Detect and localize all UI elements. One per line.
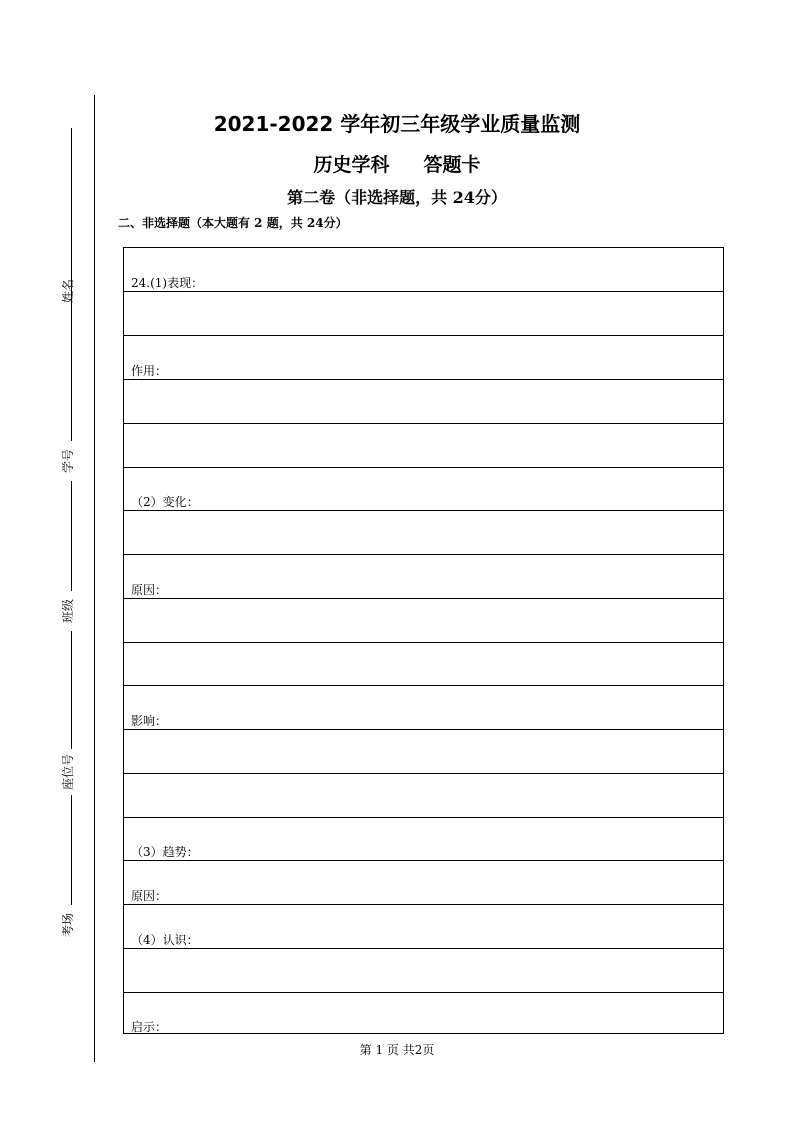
row-divider <box>124 642 723 643</box>
student-id-field-label <box>61 441 76 481</box>
class-line[interactable] <box>63 481 73 591</box>
exam-room-field-label <box>61 905 76 945</box>
row-divider <box>124 817 723 818</box>
row-divider <box>124 554 723 555</box>
seat-label: 座位号 <box>61 753 76 791</box>
row-divider <box>124 685 723 686</box>
subject-name: 历史学科 <box>313 154 390 176</box>
q24-2-reason-label: 原因： <box>131 583 168 597</box>
volume-title: 第二卷（非选择题，共 24分） <box>287 188 507 207</box>
row-divider <box>124 423 723 424</box>
name-label: 姓名 <box>61 278 76 304</box>
row-divider <box>124 379 723 380</box>
row-divider <box>124 467 723 468</box>
q24-3-reason-label: 原因： <box>131 889 168 903</box>
row-divider <box>124 992 723 993</box>
row-divider <box>124 860 723 861</box>
seat-field-label <box>61 749 76 795</box>
q24-3-trend-label: （3）趋势： <box>131 845 199 859</box>
q24-2-impact-label: 影响： <box>131 714 168 728</box>
q24-1-performance-label: 24.(1)表现： <box>131 276 204 290</box>
row-divider <box>124 948 723 949</box>
row-divider <box>124 335 723 336</box>
row-divider <box>124 773 723 774</box>
q24-4-inspiration-label: 启示： <box>131 1020 168 1034</box>
row-divider <box>124 598 723 599</box>
exam-room-label: 考场 <box>61 912 76 938</box>
row-divider <box>124 510 723 511</box>
section-heading: 二、非选择题（本大题有 2 题，共 24分） <box>118 216 348 230</box>
student-id-line[interactable] <box>63 311 73 441</box>
q24-2-change-label: （2）变化： <box>131 495 199 509</box>
name-field-label <box>61 271 76 311</box>
subject-title <box>0 151 794 179</box>
class-field-label <box>61 591 76 631</box>
exam-room-line[interactable] <box>63 795 73 905</box>
row-divider <box>124 729 723 730</box>
seat-line[interactable] <box>63 631 73 749</box>
class-label: 班级 <box>61 598 76 624</box>
row-divider <box>124 904 723 905</box>
exam-title: 2021-2022 学年初三年级学业质量监测 <box>213 112 581 136</box>
binding-line <box>94 95 95 1062</box>
row-divider <box>124 291 723 292</box>
card-name: 答题卡 <box>423 154 481 176</box>
page-footer: 第 1 页 共2页 <box>359 1043 435 1057</box>
student-id-label: 学号 <box>61 448 76 474</box>
q24-1-function-label: 作用： <box>131 364 168 378</box>
answer-table <box>123 247 724 1034</box>
q24-4-understanding-label: （4）认识： <box>131 933 199 947</box>
